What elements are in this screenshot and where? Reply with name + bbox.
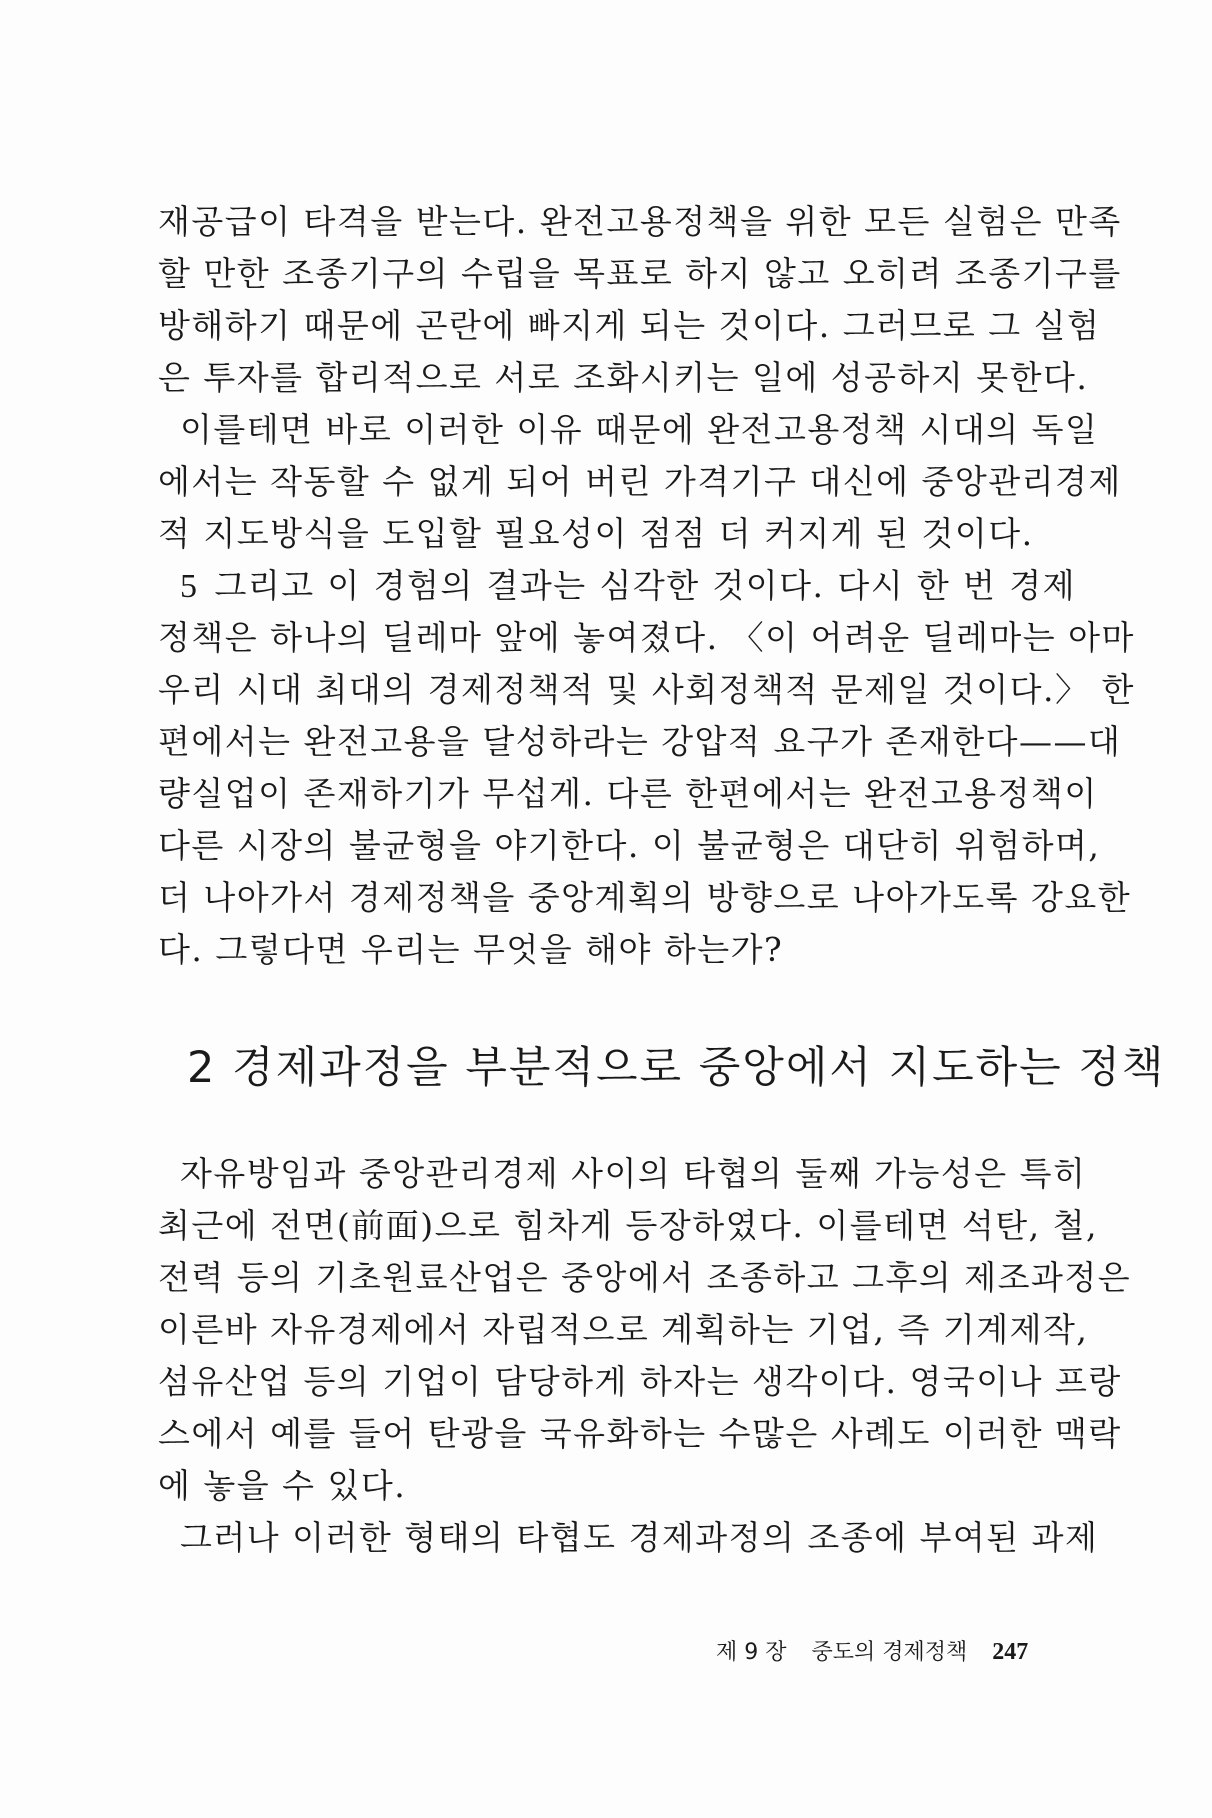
text-line: 방해하기 때문에 곤란에 빠지게 되는 것이다. 그러므로 그 실험 [158,306,1101,345]
text-line: 스에서 예를 들어 탄광을 국유화하는 수많은 사례도 이러한 맥락 [158,1414,1122,1453]
section-heading: 2 경제과정을 부분적으로 중앙에서 지도하는 정책 [187,1043,1166,1093]
text-line: 재공급이 타격을 받는다. 완전고용정책을 위한 모든 실험은 만족 [158,202,1122,241]
chapter-label: 제 9 장 [716,1640,787,1665]
text-line: 은 투자를 합리적으로 서로 조화시키는 일에 성공하지 못한다. [158,358,1089,397]
page-number: 247 [992,1639,1029,1665]
paragraph-5 [158,1512,1099,1564]
text-line: 이른바 자유경제에서 자립적으로 계획하는 기업, 즉 기계제작, [158,1310,1089,1349]
paragraph-number: 5 [180,568,199,605]
text-line: 에서는 작동할 수 없게 되어 버린 가격기구 대신에 중앙관리경제 [158,462,1122,501]
text-line: 적 지도방식을 도입할 필요성이 점점 더 커지게 된 것이다. [158,514,1034,553]
paragraph-3 [158,560,1135,976]
text-line: 편에서는 완전고용을 달성하라는 강압적 요구가 존재한다——대 [158,722,1122,761]
text-line-numbered [158,560,1076,612]
text-line: 더 나아가서 경제정책을 중앙계획의 방향으로 나아가도록 강요한 [158,878,1132,917]
bottom-text-block [158,1148,1132,1564]
text-line-content: 그리고 이 경험의 결과는 심각한 것이다. 다시 한 번 경제 [214,566,1076,605]
text-line: 우리 시대 최대의 경제정책적 및 사회정책적 문제일 것이다.〉 한 [158,670,1135,709]
text-line: 이를테면 바로 이러한 이유 때문에 완전고용정책 시대의 독일 [180,410,1099,449]
top-text-block [158,196,1135,976]
paragraph-2 [158,404,1122,560]
text-line: 량실업이 존재하기가 무섭게. 다른 한편에서는 완전고용정책이 [158,774,1098,813]
text-line: 전력 등의 기초원료산업은 중앙에서 조종하고 그후의 제조과정은 [158,1258,1132,1297]
text-line: 할 만한 조종기구의 수립을 목표로 하지 않고 오히려 조종기구를 [158,254,1122,293]
text-line: 다른 시장의 불균형을 야기한다. 이 불균형은 대단히 위험하며, [158,826,1101,865]
paragraph-1 [158,196,1122,404]
text-line: 다. 그렇다면 우리는 무엇을 해야 하는가? [158,930,784,969]
text-line: 섬유산업 등의 기업이 담당하게 하자는 생각이다. 영국이나 프랑 [158,1362,1122,1401]
text-line: 그러나 이러한 형태의 타협도 경제과정의 조종에 부여된 과제 [180,1518,1099,1557]
chapter-title: 중도의 경제정책 [811,1640,968,1665]
text-line: 자유방임과 중앙관리경제 사이의 타협의 둘째 가능성은 특히 [180,1154,1087,1193]
running-footer [716,1637,1028,1668]
paragraph-4 [158,1148,1132,1512]
text-line: 정책은 하나의 딜레마 앞에 놓여졌다. 〈이 어려운 딜레마는 아마 [158,618,1135,657]
text-line: 최근에 전면(前面)으로 힘차게 등장하였다. 이를테면 석탄, 철, [158,1206,1098,1245]
text-line: 에 놓을 수 있다. [158,1466,407,1505]
